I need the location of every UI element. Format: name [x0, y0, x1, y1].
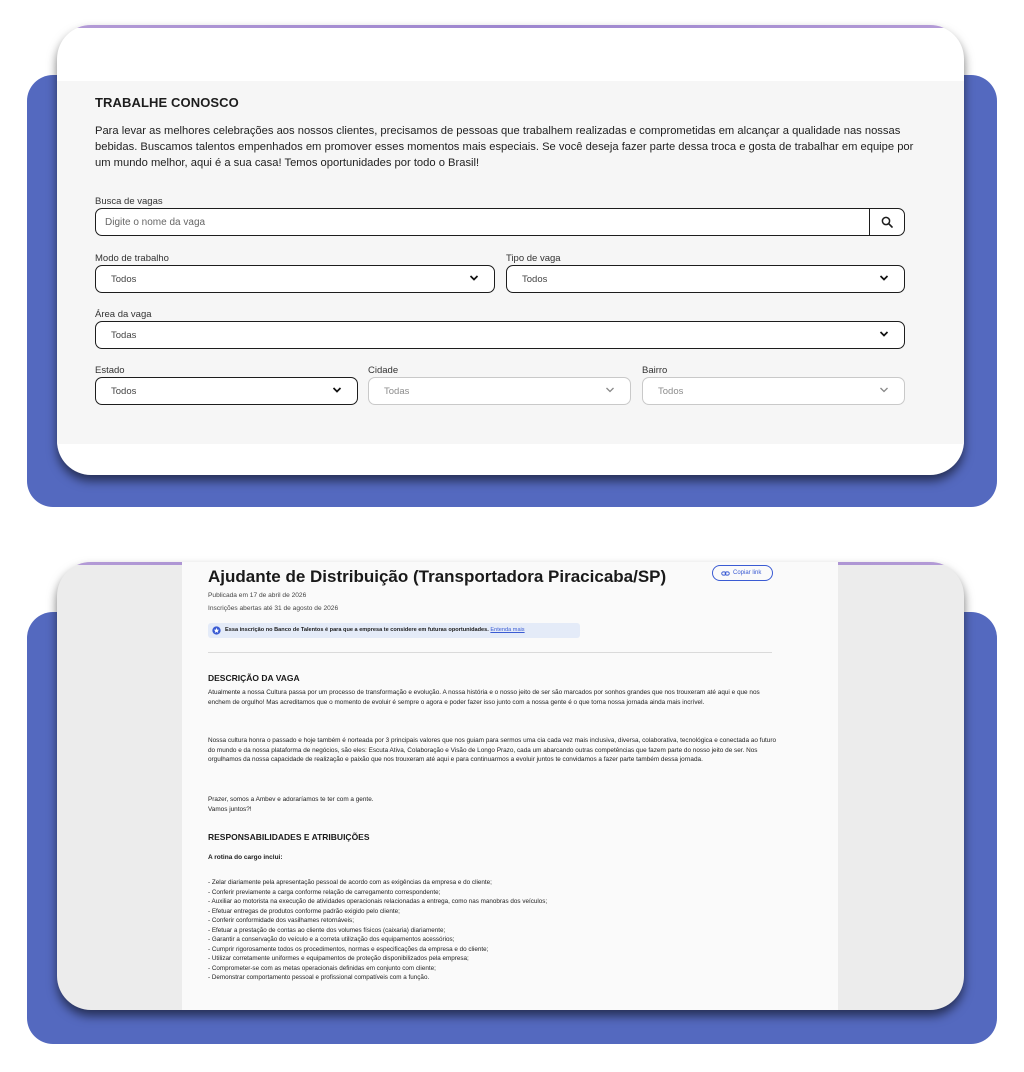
description-paragraph: Nossa cultura honra o passado e hoje também é norteada por 3 principais valores que nos guiam para sermos uma cia cada vez mais inclusiva, diversa, colaborativa, tecnológica e conectada ao futuro do mundo e da nossa plataforma de negócios, são eles: Escuta Ativa, Colaboração e Visão de Longo Prazo, cada um abarcando outras competências que fazem parte do nosso jeito de ser. Nos orgulhamos da nossa capacidade de realização e paixão que nos trouxeram até aqui e para continuarmos a evoluir juntos te convidamos a fazer parte também dessa jornada.: [208, 737, 777, 763]
divider: [208, 652, 772, 653]
chevron-down-icon: [331, 384, 343, 396]
chevron-down-icon: [604, 384, 616, 396]
state-label: Estado: [95, 365, 125, 376]
area-value: Todas: [111, 330, 137, 341]
search-icon: [881, 216, 893, 228]
list-item: - Demonstrar comportamento pessoal e profissional compatíveis com a função.: [208, 974, 430, 981]
list-item: - Garantir a conservação do veículo e a correta utilização dos equipamentos acessórios;: [208, 936, 455, 943]
copy-link-button[interactable]: [712, 565, 773, 581]
work-mode-value: Todos: [111, 274, 137, 285]
job-title: Ajudante de Distribuição (Transportadora Piracicaba/SP): [208, 567, 667, 586]
list-item: - Conferir previamente a carga conforme relação de carregamento correspondente;: [208, 888, 441, 896]
list-item: - Zelar diariamente pela apresentação pessoal de acordo com as exigências da empresa e do cliente;: [208, 879, 492, 886]
job-type-select[interactable]: [506, 265, 905, 293]
search-input[interactable]: Digite o nome da vaga: [105, 217, 206, 228]
careers-intro: Para levar as melhores celebrações aos nossos clientes, precisamos de pessoas que trabalhem realizadas e comprometidas em alcançar a qualidade nas nossas bebidas. Buscamos talentos empenhados em promover esses momentos mais especiais. Se você deseja fazer parte dessa troca e gosta de trabalhar em equipe por um mundo melhor, aqui é a sua casa! Temos oportunidades por todo o Brasil!: [95, 125, 914, 169]
open-until: Inscrições abertas até 31 de agosto de 2026: [208, 605, 339, 612]
chevron-down-icon: [878, 384, 890, 396]
careers-title: TRABALHE CONOSCO: [95, 95, 239, 110]
state-select[interactable]: [95, 377, 358, 405]
area-select[interactable]: [95, 321, 905, 349]
talent-bank-notice: [208, 623, 580, 638]
duties-list: [208, 878, 547, 983]
description-paragraph: Vamos juntos?!: [208, 806, 252, 813]
district-label: Bairro: [642, 365, 668, 376]
list-item: - Comprometer-se com as metas operacionais definidas em conjunto com cliente;: [208, 964, 436, 972]
description-paragraph: Prazer, somos a Ambev e adoraríamos te ter com a gente.: [208, 796, 374, 803]
job-type-value: Todos: [522, 274, 548, 285]
job-document: [182, 562, 838, 1010]
link-icon: [721, 569, 730, 578]
city-label: Cidade: [368, 365, 399, 376]
area-label: Área da vaga: [95, 309, 152, 320]
search-button[interactable]: [869, 209, 904, 235]
careers-card: [57, 25, 964, 475]
city-value: Todas: [384, 386, 410, 397]
chevron-down-icon: [878, 328, 890, 340]
list-item: - Efetuar a prestação de contas ao cliente dos volumes físicos (caixaria) diariamente;: [208, 926, 446, 934]
star-badge-icon: [212, 626, 221, 635]
job-search-field[interactable]: [95, 208, 905, 236]
search-label: Busca de vagas: [95, 196, 163, 207]
careers-panel: [57, 81, 964, 444]
list-item: - Efetuar entregas de produtos conforme padrão exigido pelo cliente;: [208, 907, 400, 915]
list-item: - Auxiliar ao motorista na execução de atividades operacionais relacionadas a entrega, como nas manobras dos veículos;: [208, 898, 548, 905]
list-item: - Utilizar corretamente uniformes e equipamentos de proteção disponibilizados pela empresa;: [208, 955, 469, 962]
notice-text: Essa inscrição no Banco de Talentos é para que a empresa te considere em futuras oportunidades.: [225, 627, 489, 633]
district-select[interactable]: [642, 377, 905, 405]
description-heading: DESCRIÇÃO DA VAGA: [208, 673, 300, 683]
description-paragraph: Atualmente a nossa Cultura passa por um processo de transformação e evolução. A nossa história e o nosso jeito de ser são marcados por sonhos grandes que nos trouxeram até aqui e que nos enchem de orgulho! Mas acreditamos que o momento de evoluir é sempre o agora e poder fazer isso junto com a nossa gente é o que torna nossa jornada ainda mais incrível.: [208, 689, 760, 706]
job-card: [57, 562, 964, 1010]
state-value: Todos: [111, 386, 137, 397]
job-type-label: Tipo de vaga: [506, 253, 561, 264]
work-mode-label: Modo de trabalho: [95, 253, 169, 264]
work-mode-select[interactable]: [95, 265, 495, 293]
city-select[interactable]: [368, 377, 631, 405]
list-item: - Cumprir rigorosamente todos os procedimentos, normas e especificações da empresa e do cliente;: [208, 945, 489, 953]
responsibilities-heading: RESPONSABILIDADES E ATRIBUIÇÕES: [208, 832, 370, 842]
district-value: Todos: [658, 386, 684, 397]
notice-link[interactable]: Entenda mais: [490, 627, 525, 633]
routine-heading: A rotina do cargo inclui:: [208, 854, 283, 861]
copy-link-label: Copiar link: [733, 570, 762, 576]
list-item: - Conferir conformidade dos vasilhames retornáveis;: [208, 917, 354, 924]
published-date: Publicada em 17 de abril de 2026: [208, 592, 307, 599]
chevron-down-icon: [468, 272, 480, 284]
chevron-down-icon: [878, 272, 890, 284]
